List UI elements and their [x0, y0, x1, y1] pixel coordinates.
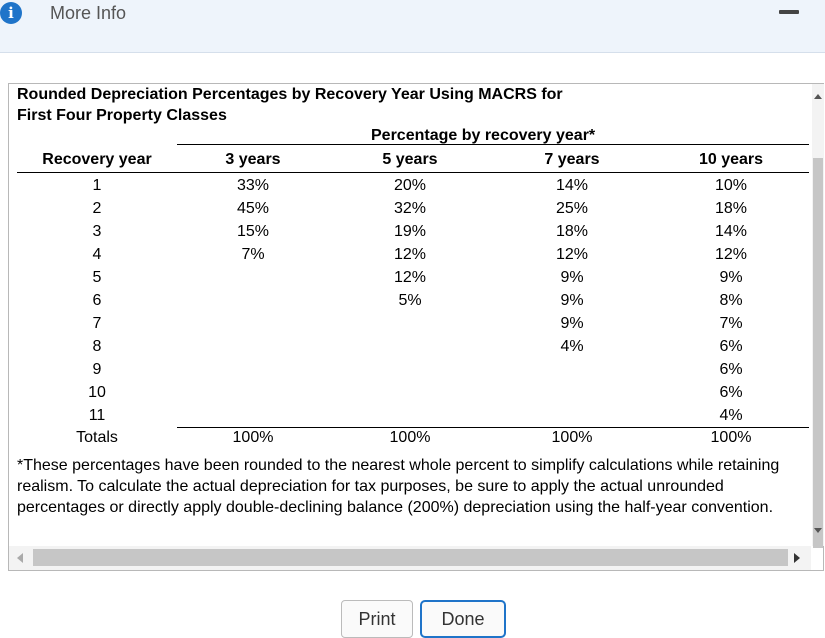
cell-3-years: 7% — [241, 246, 265, 263]
col-head-recovery-year: Recovery year — [42, 151, 152, 168]
total-7-years: 100% — [551, 429, 593, 446]
col-head-3-years: 3 years — [225, 151, 281, 168]
cell-recovery-year: 2 — [92, 200, 102, 217]
scroll-left-icon[interactable] — [17, 553, 23, 563]
cell-recovery-year: 4 — [92, 246, 102, 263]
cell-10-years: 4% — [719, 407, 743, 424]
cell-10-years: 6% — [719, 361, 743, 378]
cell-10-years: 10% — [714, 177, 748, 194]
print-button[interactable]: Print — [341, 600, 413, 638]
cell-5-years: 32% — [393, 200, 427, 217]
cell-7-years: 9% — [560, 292, 584, 309]
header-rule — [17, 172, 809, 173]
total-10-years: 100% — [710, 429, 752, 446]
col-head-5-years: 5 years — [382, 151, 438, 168]
cell-recovery-year: 10 — [88, 384, 106, 401]
totals-rule — [177, 427, 809, 428]
cell-7-years: 14% — [555, 177, 589, 194]
cell-10-years: 9% — [719, 269, 743, 286]
col-head-7-years: 7 years — [544, 151, 600, 168]
group-header-rule — [177, 144, 809, 145]
done-button[interactable]: Done — [420, 600, 506, 638]
vertical-scrollbar[interactable] — [812, 84, 824, 546]
total-3-years: 100% — [232, 429, 274, 446]
cell-10-years: 7% — [719, 315, 743, 332]
cell-recovery-year: 5 — [92, 269, 102, 286]
scroll-up-icon[interactable] — [814, 94, 822, 99]
cell-recovery-year: 8 — [92, 338, 102, 355]
cell-10-years: 18% — [714, 200, 748, 217]
cell-7-years: 9% — [560, 315, 584, 332]
dialog-header — [0, 0, 825, 53]
cell-5-years: 5% — [398, 292, 422, 309]
cell-10-years: 8% — [719, 292, 743, 309]
cell-3-years: 45% — [236, 200, 270, 217]
vertical-scroll-thumb[interactable] — [813, 158, 823, 548]
scroll-right-icon[interactable] — [794, 553, 800, 563]
cell-5-years: 20% — [393, 177, 427, 194]
cell-7-years: 25% — [555, 200, 589, 217]
horizontal-scroll-thumb[interactable] — [33, 549, 788, 566]
totals-label: Totals — [76, 429, 118, 446]
table-frame — [8, 83, 824, 571]
cell-recovery-year: 6 — [92, 292, 102, 309]
minimize-icon[interactable] — [779, 10, 799, 14]
cell-3-years: 15% — [236, 223, 270, 240]
table-title-line1: Rounded Depreciation Percentages by Recovery Year Using MACRS for — [17, 86, 563, 103]
cell-recovery-year: 1 — [92, 177, 102, 194]
info-icon: i — [0, 2, 22, 24]
table-content — [9, 84, 811, 546]
horizontal-scrollbar[interactable] — [9, 546, 811, 570]
cell-recovery-year: 11 — [88, 407, 106, 424]
col-head-10-years: 10 years — [698, 151, 764, 168]
cell-7-years: 4% — [560, 338, 584, 355]
total-5-years: 100% — [389, 429, 431, 446]
cell-recovery-year: 7 — [92, 315, 102, 332]
cell-7-years: 12% — [555, 246, 589, 263]
cell-10-years: 6% — [719, 384, 743, 401]
cell-5-years: 19% — [393, 223, 427, 240]
footnote: *These percentages have been rounded to the nearest whole percent to simplify calculations while retaining realism. To calculate the actual depreciation for tax purposes, be sure to apply the actual unrounded percentages or directly apply double-declining balance (200%) depreciation using the half-year convention. — [17, 457, 780, 516]
cell-recovery-year: 3 — [92, 223, 102, 240]
scroll-down-icon[interactable] — [814, 528, 822, 533]
group-header: Percentage by recovery year* — [371, 127, 596, 144]
cell-7-years: 18% — [555, 223, 589, 240]
cell-3-years: 33% — [236, 177, 270, 194]
table-title-line2: First Four Property Classes — [17, 107, 227, 124]
cell-5-years: 12% — [393, 246, 427, 263]
dialog-title: More Info — [50, 3, 127, 23]
cell-10-years: 6% — [719, 338, 743, 355]
cell-7-years: 9% — [560, 269, 584, 286]
cell-10-years: 12% — [714, 246, 748, 263]
cell-recovery-year: 9 — [92, 361, 102, 378]
cell-5-years: 12% — [393, 269, 427, 286]
table-title — [17, 84, 563, 126]
cell-10-years: 14% — [714, 223, 748, 240]
